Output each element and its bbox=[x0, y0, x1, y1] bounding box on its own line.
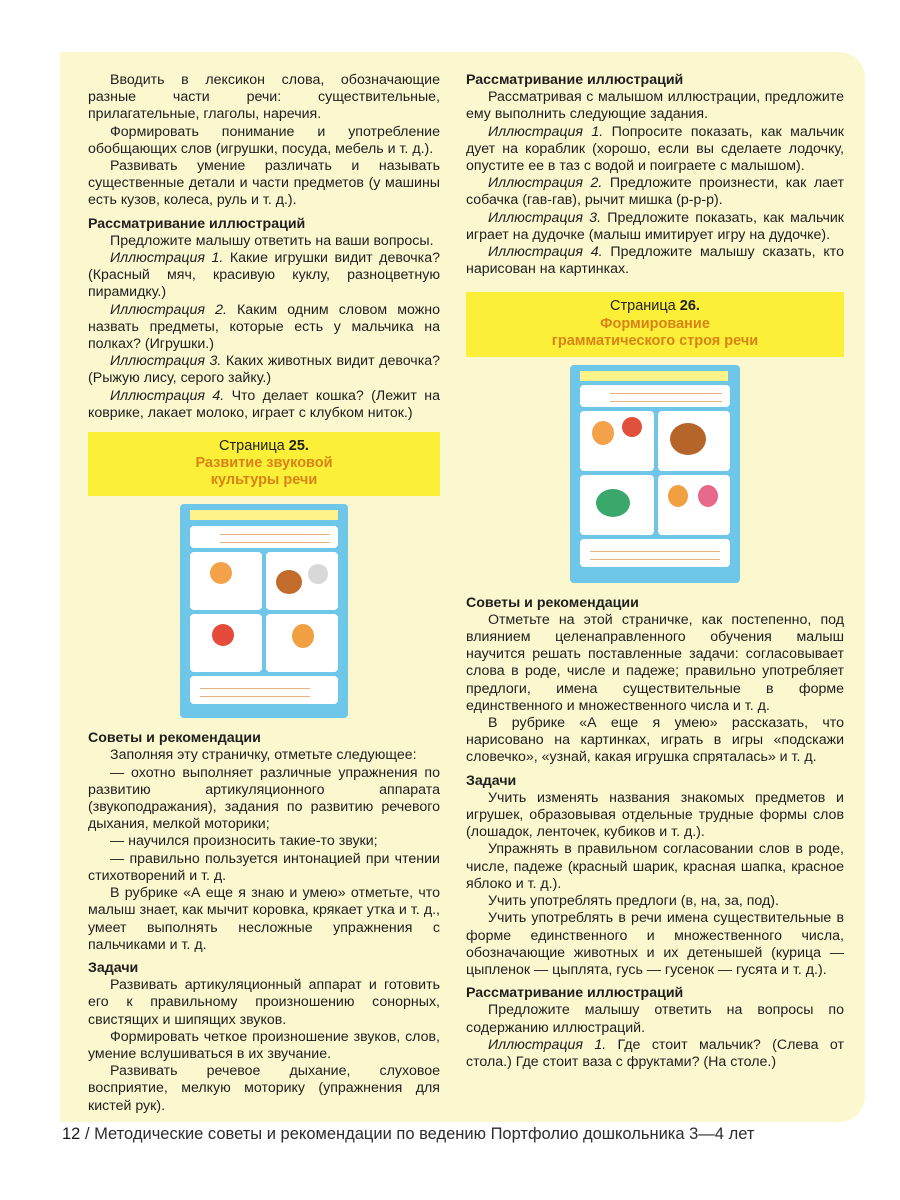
page-25-thumbnail-image bbox=[180, 504, 348, 718]
illustration-item bbox=[466, 175, 844, 209]
section-heading-advice: Советы и рекомендации bbox=[88, 730, 261, 747]
illustration-text: Где стоит мальчик? (Слева от стола.) Где стоит ваза с фруктами? (На столе.) bbox=[466, 1036, 844, 1070]
toys-pile-icon bbox=[596, 489, 630, 517]
illustration-item bbox=[466, 210, 844, 244]
illustration-text: Предложите показать, как мальчик играет на дудочке (малыш имитирует игру на дудочке). bbox=[466, 209, 844, 243]
right-column bbox=[466, 72, 844, 1071]
paragraph: Заполняя эту страничку, отметьте следующее: bbox=[110, 747, 417, 764]
thumbnail-line bbox=[200, 688, 310, 689]
fruit-vase-icon bbox=[622, 417, 642, 437]
banner-title: Формирование bbox=[600, 315, 710, 332]
section-heading-illustrations: Рассматривание иллюстраций bbox=[466, 985, 684, 1002]
illustration-item bbox=[88, 388, 440, 422]
page-26-banner bbox=[466, 292, 844, 356]
illustration-label: Иллюстрация 3. bbox=[488, 209, 602, 226]
left-column bbox=[88, 72, 440, 1115]
paragraph: Отметьте на этой страничке, как постепенно, под влиянием целенаправленного обучения малыш научится решать поставленные задачи: согласовывает слова в роде, числе и падеже; правильно употребляет предлоги, имена существительные в форме единственного и множественного числа и т. д. bbox=[466, 611, 844, 714]
illustration-label: Иллюстрация 2. bbox=[488, 175, 603, 192]
illustration-item bbox=[466, 244, 844, 278]
footer-separator: / bbox=[80, 1125, 95, 1143]
paragraph: Учить употреблять в речи имена существительные в форме единственного и множественного числа, обозначающие животных и их детенышей (курица — цыпленок — цыплята, гусь — гусенок — гусята и т. д.). bbox=[466, 910, 844, 978]
paragraph: Вводить в лексикон слова, обозначающие разные части речи: существительные, прилагательные, глаголы, наречия. bbox=[88, 72, 440, 123]
illustration-label: Иллюстрация 1. bbox=[488, 1036, 607, 1053]
illustration-text: Предложите малышу сказать, кто нарисован на картинках. bbox=[466, 244, 844, 278]
paragraph: Рассматривая с малышом иллюстрации, предложите ему выполнить следующие задания. bbox=[466, 89, 844, 123]
illustration-item bbox=[88, 353, 440, 387]
paragraph: Формировать понимание и употребление обобщающих слов (игрушки, посуда, мебель и т. д.). bbox=[88, 123, 440, 157]
list-item: — правильно пользуется интонацией при чтении стихотворений и т. д. bbox=[88, 850, 440, 884]
thumbnail-answer-box bbox=[580, 539, 730, 567]
section-heading-illustrations: Рассматривание иллюстраций bbox=[466, 72, 684, 88]
banner-title: культуры речи bbox=[210, 472, 318, 489]
section-heading-tasks: Задачи bbox=[466, 772, 517, 789]
thumbnail-name-box bbox=[580, 385, 730, 407]
list-item: — научился произносить такие-то звуки; bbox=[110, 833, 378, 850]
page-26-thumbnail-image bbox=[570, 365, 740, 583]
thumbnail-header-strip bbox=[190, 510, 338, 520]
illustration-label: Иллюстрация 2. bbox=[110, 301, 227, 318]
thumbnail-header-strip bbox=[580, 371, 728, 381]
banner-prefix: Страница bbox=[219, 438, 289, 455]
illustration-text: Попросите показать, как мальчик дует на кораблик (хорошо, если вы сделаете лодочку, опустите ее в таз с водой и поиграете с малышом). bbox=[466, 123, 844, 175]
thumbnail-line bbox=[200, 696, 310, 697]
illustration-text: Что делает кошка? (Лежит на коврике, лакает молоко, играет с клубком ниток.) bbox=[88, 387, 440, 421]
illustration-label: Иллюстрация 1. bbox=[488, 123, 604, 140]
list-item: — охотно выполняет различные упражнения по развитию артикуляционного аппарата (звукоподражания), задания по развитию речевого дыхания, мелкой моторики; bbox=[88, 764, 440, 833]
banner-title: грамматического строя речи bbox=[551, 332, 759, 349]
illustration-label: Иллюстрация 4. bbox=[110, 387, 225, 404]
paragraph: Предложите малышу ответить на ваши вопросы. bbox=[110, 232, 434, 249]
illustration-text: Каким одним словом можно назвать предметы, которые есть у мальчика на полках? (Игрушки.) bbox=[88, 301, 440, 353]
thumbnail-line bbox=[590, 551, 720, 552]
paragraph: Формировать четкое произношение звуков, слов, умение вслушиваться в их звучание. bbox=[88, 1028, 440, 1062]
paragraph: В рубрике «А еще я знаю и умею» отметьте, что малыш знает, как мычит коровка, крякает утка и т. д., умеет выполнять несложные упражнения с пальчиками и т. д. bbox=[88, 885, 440, 953]
thumbnail-line bbox=[220, 542, 330, 543]
illustration-label: Иллюстрация 3. bbox=[110, 353, 222, 370]
paragraph: Развивать умение различать и называть существенные детали и части предметов (у машины есть кузов, колеса, руль и т. д.). bbox=[88, 158, 440, 209]
thumbnail-answer-box bbox=[190, 676, 338, 704]
thumbnail-line bbox=[590, 559, 720, 560]
thumbnail-line bbox=[610, 401, 722, 402]
paragraph: Учить изменять названия знакомых предметов и игрушек, образовывая отдельные трудные формы слов (лошадок, ленточек, кубиков и т. д.). bbox=[466, 789, 844, 841]
paragraph: Предложите малышу ответить на вопросы по содержанию иллюстраций. bbox=[466, 1002, 844, 1036]
banner-page-number: 26. bbox=[679, 298, 700, 315]
banner-page-label bbox=[466, 298, 844, 315]
illustration-text: Предложите произнести, как лает собачка (гав-гав), рычит мишка (р-р-р). bbox=[466, 175, 844, 209]
thumbnail-line bbox=[610, 393, 722, 394]
paragraph: Учить употреблять предлоги (в, на, за, под). bbox=[488, 893, 779, 910]
page-footer bbox=[62, 1125, 754, 1144]
banner-prefix: Страница bbox=[610, 298, 680, 315]
banner-page-number: 25. bbox=[288, 438, 309, 455]
section-heading-tasks: Задачи bbox=[88, 959, 139, 976]
page-number: 12 bbox=[62, 1125, 81, 1143]
illustration-item bbox=[466, 1037, 844, 1071]
illustration-item bbox=[88, 302, 440, 354]
paragraph: Развивать артикуляционный аппарат и готовить его к правильному произношению сонорных, свистящих и шипящих звуков. bbox=[88, 977, 440, 1028]
paragraph: В рубрике «А еще я умею» рассказать, что нарисовано на картинках, играть в игры «подскажи словечко», «узнай, какая игрушка спряталась» и т. д. bbox=[466, 715, 844, 766]
illustration-text: Какие игрушки видит девочка? (Красный мяч, красивую куклу, разноцветную пирамидку.) bbox=[88, 250, 440, 301]
paragraph: Развивать речевое дыхание, слуховое восприятие, мелкую моторику (упражнения для кистей рук). bbox=[88, 1063, 440, 1114]
footer-title: Методические советы и рекомендации по ведению Портфолио дошкольника 3—4 лет bbox=[94, 1125, 755, 1143]
banner-title: Развитие звуковой bbox=[195, 455, 333, 472]
thumbnail-name-box bbox=[190, 526, 338, 548]
paragraph: Упражнять в правильном согласовании слов в роде, числе, падеже (красный шарик, красная шапка, красное яблоко и т. д.). bbox=[466, 841, 844, 892]
page-25-banner bbox=[88, 432, 440, 496]
illustration-label: Иллюстрация 1. bbox=[110, 250, 224, 267]
illustration-item bbox=[466, 124, 844, 176]
thumbnail-picture-1 bbox=[580, 411, 654, 471]
thumbnail-line bbox=[220, 534, 330, 535]
illustration-item bbox=[88, 250, 440, 302]
child-figure-icon bbox=[592, 421, 614, 445]
bear-toy-icon bbox=[670, 423, 706, 455]
child-figure-icon bbox=[668, 485, 688, 507]
banner-page-label bbox=[88, 438, 440, 455]
illustration-text: Каких животных видит девочка? (Рыжую лису, серого зайку.) bbox=[88, 353, 440, 387]
thumbnail-picture-4 bbox=[658, 475, 730, 535]
child-figure-icon bbox=[698, 485, 718, 507]
section-heading-advice: Советы и рекомендации bbox=[466, 594, 639, 611]
illustration-label: Иллюстрация 4. bbox=[488, 244, 603, 261]
section-heading-illustrations: Рассматривание иллюстраций bbox=[88, 215, 306, 232]
